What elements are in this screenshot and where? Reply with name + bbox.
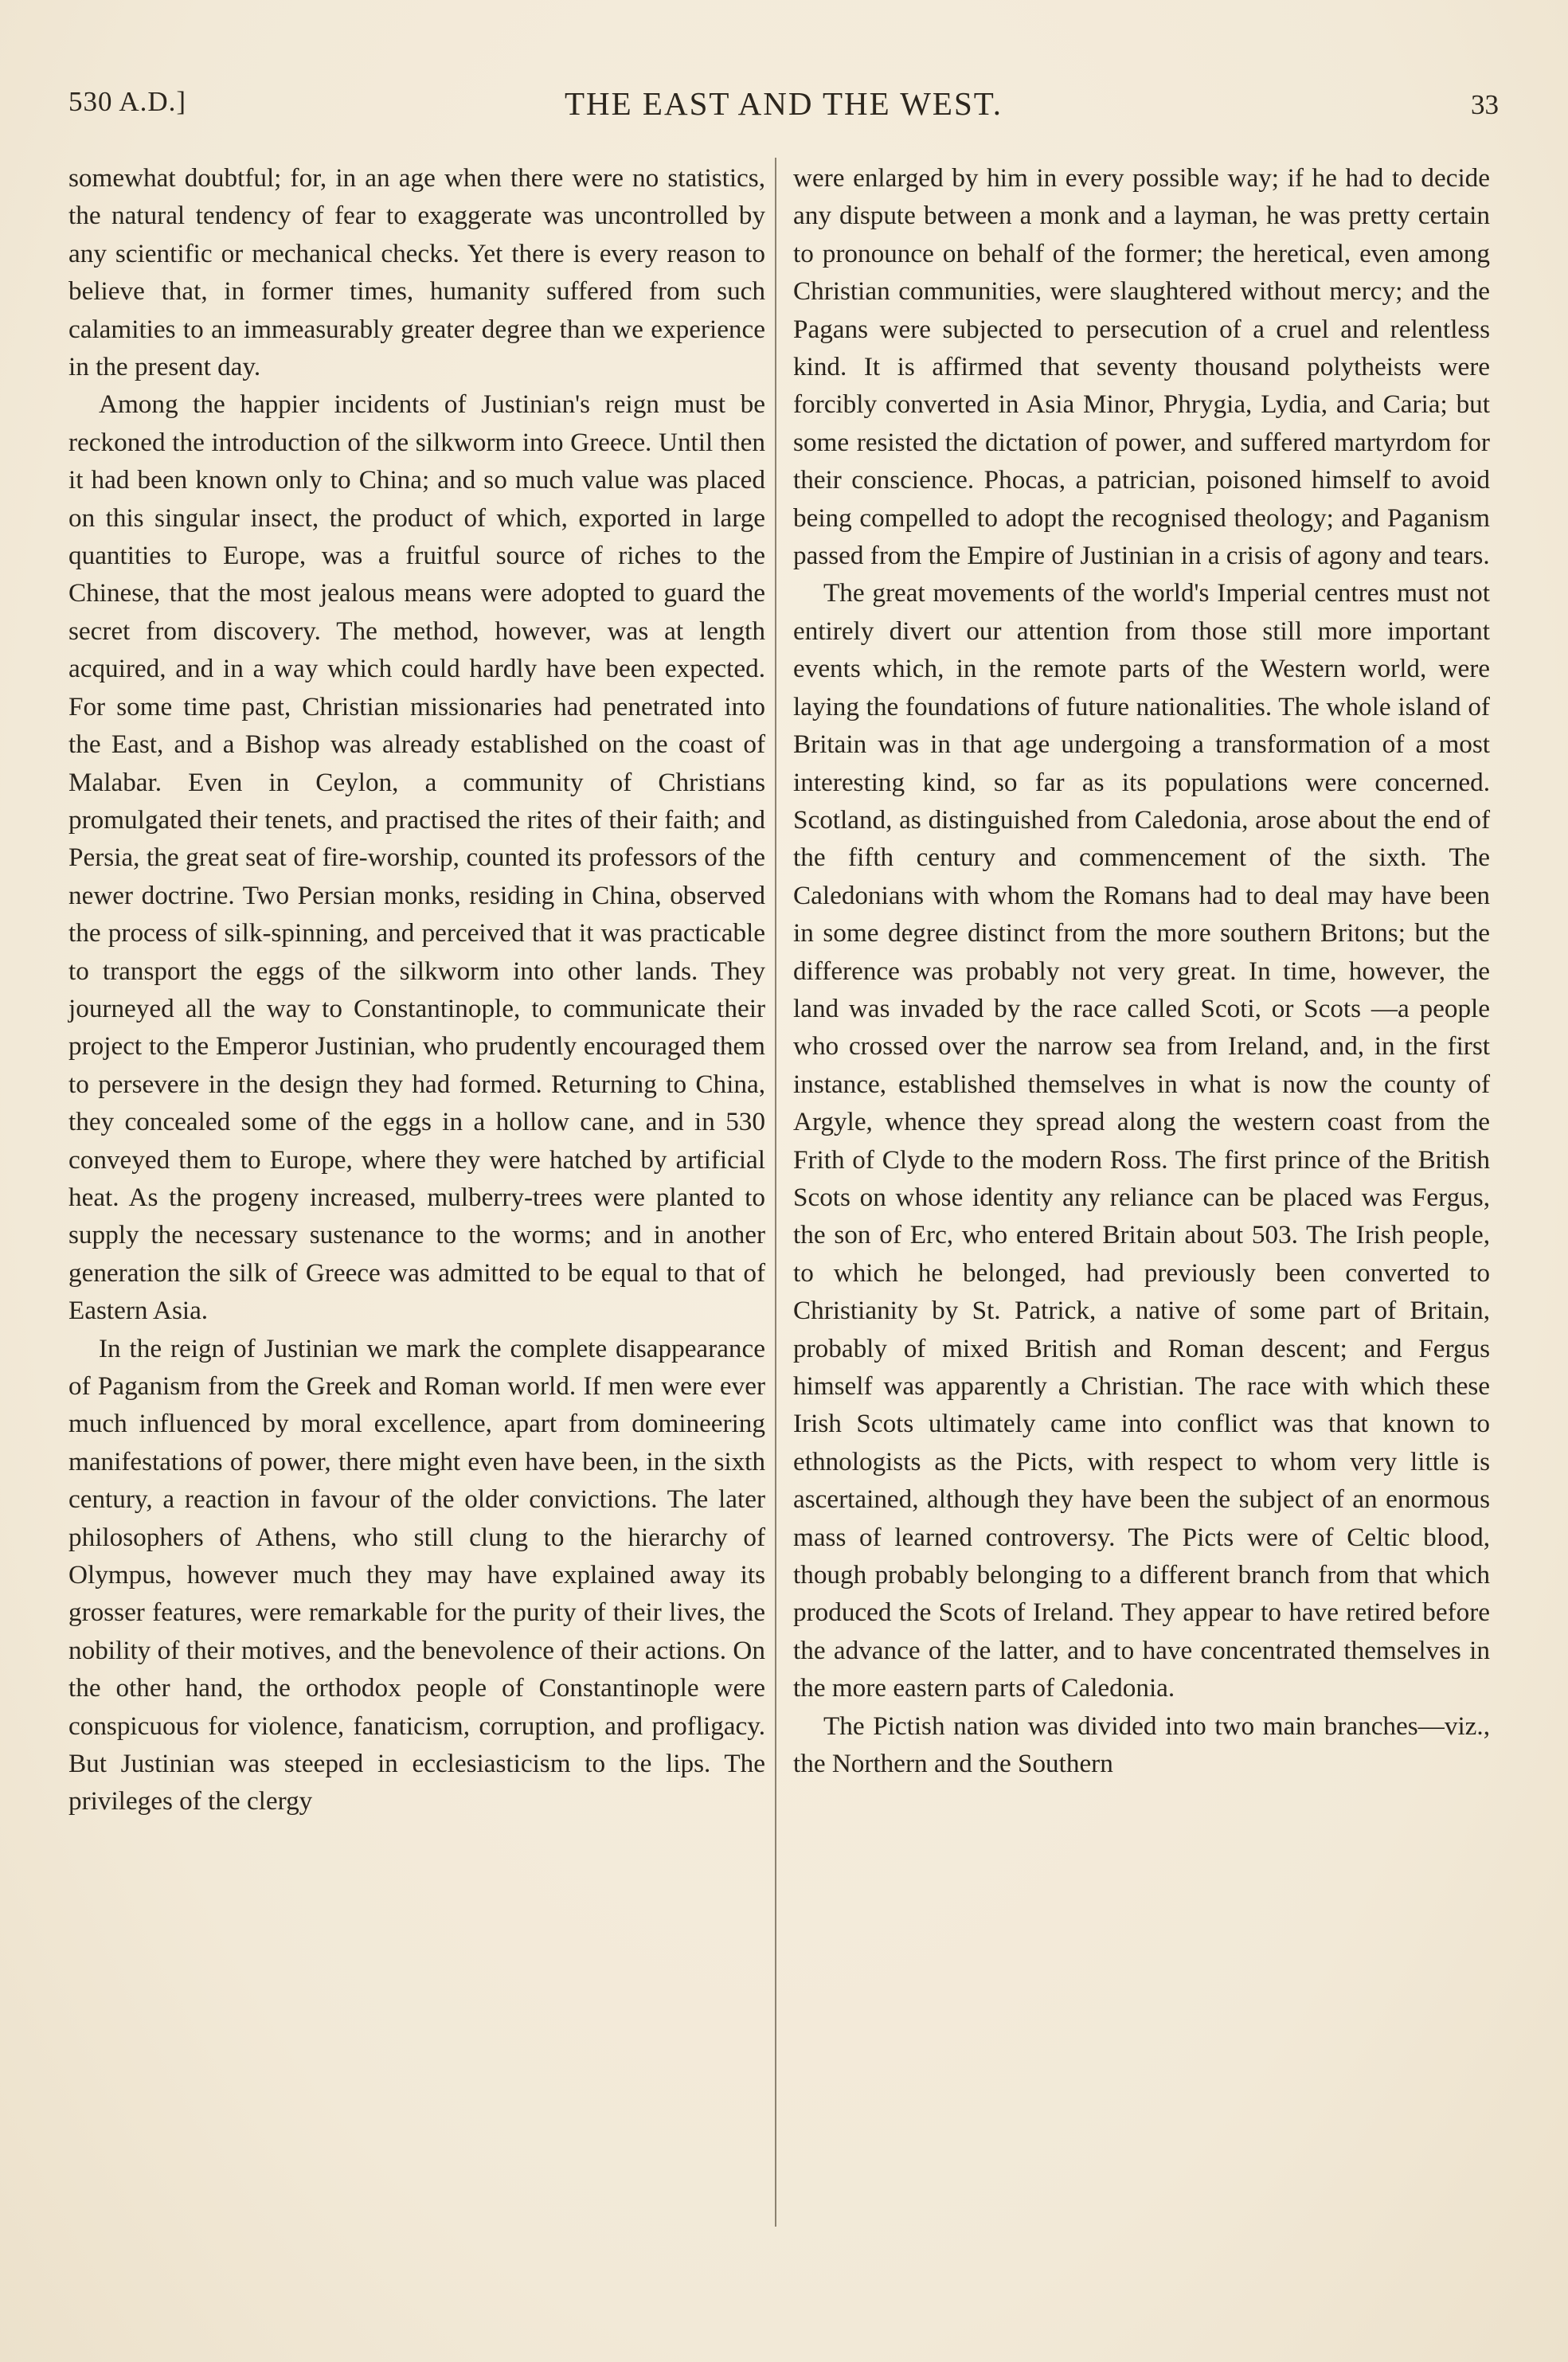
paragraph: somewhat doubtful; for, in an age when there were no statistics, the natural tendency of fear to exaggerate was uncontrolled by any scientific or mechanical checks. Yet there is every reason to believe that, in former times, humanity suffered from such calamities to an immeasurably greater degree than we experience in the present day. [68,163,765,382]
left-column [68,159,765,1820]
right-column [793,159,1490,1782]
page-title: THE EAST AND THE WEST. [564,85,1003,122]
paragraph: The Pictish nation was divided into two main branches—viz., the Northern and the Southern [793,1711,1490,1779]
header-bracket: ] [176,86,187,117]
column-divider [775,158,776,2227]
header-year: 530 A.D.] [68,86,187,117]
paragraph: were enlarged by him in every possible way; if he had to decide any dispute between a monk and a layman, he was pretty certain to pronounce on behalf of the former; the heretical, even among Christian communities, were slaughtered without mercy; and the Pagans were subjected to persecution of a cruel and relentless kind. It is affirmed that seventy thousand polytheists were forcibly converted in Asia Minor, Phrygia, Lydia, and Caria; but some resisted the dictation of power, and suffered martyrdom for their conscience. Phocas, a patrician, poisoned himself to avoid being compelled to adopt the recognised theology; and Paganism passed from the Empire of Justinian in a crisis of agony and tears. [793,163,1490,571]
paragraph: Among the happier incidents of Justinian's reign must be reckoned the introduction of the silkworm into Greece. Until then it had been known only to China; and so much value was placed on this singular insect, the product of which, exported in large quantities to Europe, was a fruitful source of riches to the Chinese, that the most jealous means were adopted to guard the secret from discovery. The method, however, was at length acquired, and in a way which could hardly have been expected. For some time past, Christian missionaries had penetrated into the East, and a Bishop was already established on the coast of Malabar. Even in Ceylon, a community of Christians promulgated their tenets, and practised the rites of their faith; and Persia, the great seat of fire-worship, counted its professors of the newer doctrine. Two Persian monks, residing in China, observed the process of silk-spinning, and perceived that it was practicable to transport the eggs of the silkworm into other lands. They journeyed all the way to Constantinople, to communicate their project to the Emperor Justinian, who prudently encouraged them to persevere in the design they had formed. Returning to China, they concealed some of the eggs in a hollow cane, and in 530 conveyed them to Europe, where they were hatched by artificial heat. As the progeny increased, mulberry-trees were planted to supply the necessary sustenance to the worms; and in another generation the silk of Greece was admitted to be equal to that of Eastern Asia. [68,389,765,1326]
page-number: 33 [1471,89,1499,120]
paragraph: In the reign of Justinian we mark the complete disappearance of Paganism from the Greek and Roman world. If men were ever much influenced by moral excellence, apart from domineering manifestations of power, there might even have been, in the sixth century, a reaction in favour of the older convictions. The later philosophers of Athens, who still clung to the hierarchy of Olympus, however much they may have explained away its grosser features, were remarkable for the purity of their lives, the nobility of their motives, and the benevolence of their actions. On the other hand, the orthodox people of Constantinople were conspicuous for violence, fanaticism, corruption, and profligacy. But Justinian was steeped in ecclesiasticism to the lips. The privileges of the clergy [68,1333,765,1816]
paragraph: The great movements of the world's Imperial centres must not entirely divert our attention from those still more important events which, in the remote parts of the Western world, were laying the foundations of future nationalities. The whole island of Britain was in that age undergoing a transformation of a most interesting kind, so far as its populations were concerned. Scotland, as distinguished from Caledonia, arose about the end of the fifth century and commencement of the sixth. The Caledonians with whom the Romans had to deal may have been in some degree distinct from the more southern Britons; but the difference was probably not very great. In time, however, the land was invaded by the race called Scoti, or Scots —a people who crossed over the narrow sea from Ireland, and, in the first instance, established themselves in what is now the county of Argyle, whence they spread along the western coast from the Frith of Clyde to the modern Ross. The first prince of the British Scots on whose identity any reliance can be placed was Fergus, the son of Erc, who entered Britain about 503. The Irish people, to which he belonged, had previously been converted to Christianity by St. Patrick, a native of some part of Britain, probably of mixed British and Roman descent; and Fergus himself was apparently a Christian. The race with which these Irish Scots ultimately came into conflict was that known to ethnologists as the Picts, with respect to whom very little is ascertained, although they have been the subject of an enormous mass of learned controversy. The Picts were of Celtic blood, though probably belonging to a different branch from that which produced the Scots of Ireland. They appear to have retired before the advance of the latter, and to have concentrated themselves in the more eastern parts of Caledonia. [793,578,1490,1703]
running-head [68,86,1499,134]
